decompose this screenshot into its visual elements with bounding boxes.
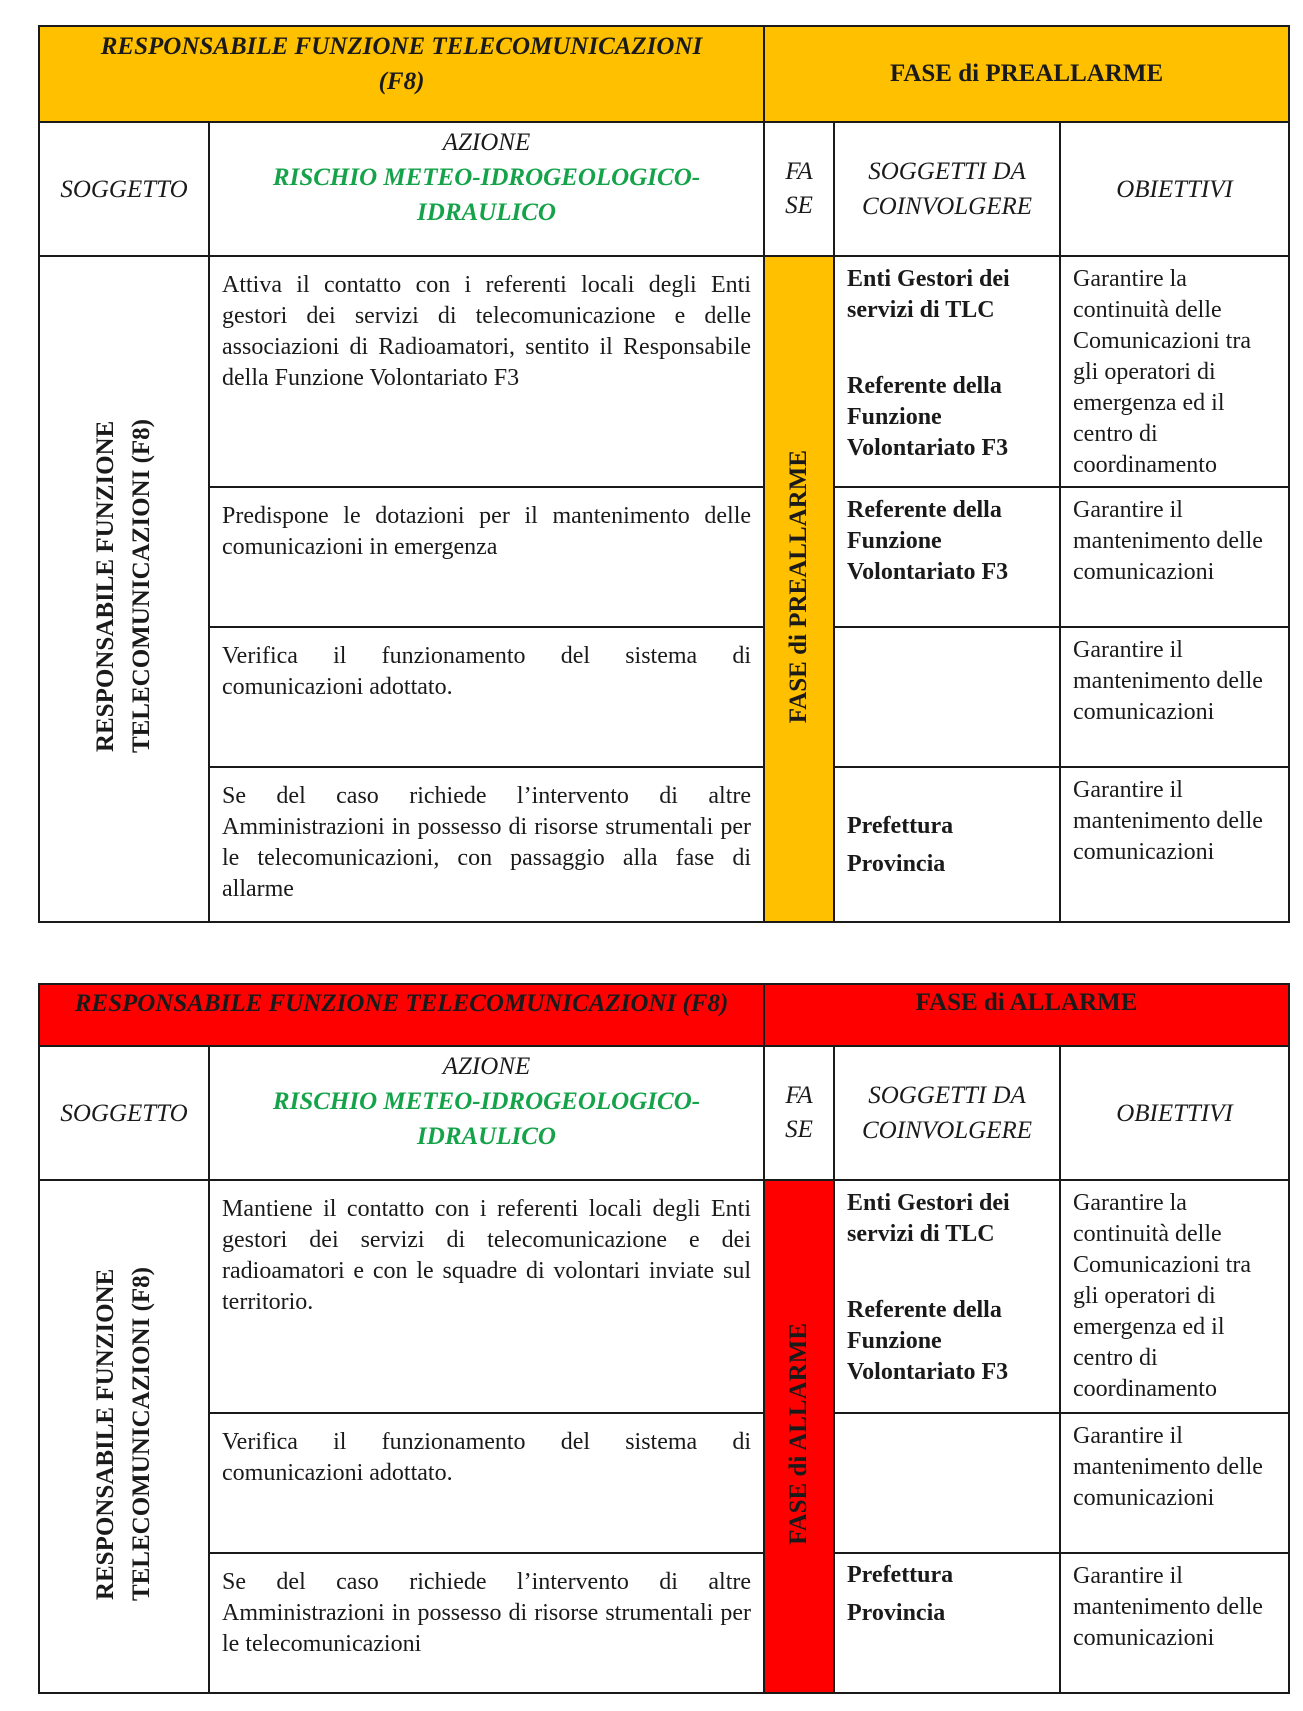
obiettivi-cell: Garantire la continuità delle Comunicazioni tra gli operatori di emergenza ed il centro di coordinamento (1060, 1180, 1289, 1413)
risk-type-label: RISCHIO METEO-IDROGEOLOGICO- (272, 1088, 701, 1115)
col-azione-label: AZIONE (442, 1053, 531, 1080)
fase-vertical-label: FASE di ALLARME (785, 1323, 813, 1545)
azione-cell: Se del caso richiede l’intervento di altre Amministrazioni in possesso di risorse strumentali per le telecomunicazioni, con passaggio alla fase di allarme (209, 767, 764, 922)
obiettivi-cell: Garantire il mantenimento delle comunicazioni (1060, 1413, 1289, 1553)
soggetto-item: Provincia (847, 850, 946, 877)
soggetto-vertical-label: RESPONSABILE FUNZIONE TELECOMUNICAZIONI (F8) (92, 419, 155, 754)
soggetto-vertical-label: RESPONSABILE FUNZIONE TELECOMUNICAZIONI (F8) (92, 1266, 155, 1602)
soggetti-cell (834, 487, 1060, 627)
risk-type-label: IDRAULICO (417, 199, 556, 226)
azione-cell: Attiva il contatto con i referenti locali degli Enti gestori dei servizi di telecomunicazione e delle associazioni di Radioamatori, sentito il Responsabile della Funzione Volontariato F3 (209, 256, 764, 487)
table-row (39, 1413, 1289, 1553)
table-row (39, 1553, 1289, 1693)
column-header-row (39, 122, 1289, 256)
soggetto-item: Enti Gestori dei servizi di TLC (847, 1190, 1010, 1247)
obiettivi-cell: Garantire il mantenimento delle comunicazioni (1060, 1553, 1289, 1693)
soggetti-cell (834, 1553, 1060, 1693)
col-azione (209, 122, 764, 256)
col-fase-label: SE (785, 1116, 813, 1143)
col-obiettivi: OBIETTIVI (1060, 122, 1289, 256)
col-soggetti-label: COINVOLGERE (861, 193, 1033, 220)
col-fase (764, 122, 834, 256)
column-header-row (39, 1046, 1289, 1180)
allarme-table (38, 983, 1290, 1694)
table-header-row (39, 26, 1289, 122)
soggetto-item: Referente della Funzione Volontariato F3 (847, 373, 1009, 461)
fase-cell (764, 1180, 834, 1693)
col-soggetti (834, 1046, 1060, 1180)
risk-type-label: RISCHIO METEO-IDROGEOLOGICO- (272, 164, 701, 191)
col-soggetto: SOGGETTO (39, 122, 209, 256)
soggetto-item: Referente della Funzione Volontariato F3 (847, 497, 1009, 585)
phase-title: FASE di ALLARME (764, 984, 1289, 1046)
soggetto-item: Prefettura (847, 1562, 954, 1588)
col-soggetto: SOGGETTO (39, 1046, 209, 1180)
soggetto-item: Provincia (847, 1600, 946, 1626)
obiettivi-cell: Garantire il mantenimento delle comunicazioni (1060, 767, 1289, 922)
obiettivi-cell: Garantire il mantenimento delle comunicazioni (1060, 627, 1289, 767)
soggetto-item: Referente della Funzione Volontariato F3 (847, 1297, 1009, 1385)
function-title-line: (F8) (378, 68, 425, 95)
soggetto-item: Enti Gestori dei servizi di TLC (847, 266, 1010, 323)
preallarme-table (38, 25, 1290, 923)
table-row (39, 256, 1289, 487)
azione-cell: Verifica il funzionamento del sistema di comunicazioni adottato. (209, 1413, 764, 1553)
col-fase (764, 1046, 834, 1180)
col-fase-label: FA (785, 158, 813, 185)
col-azione-label: AZIONE (442, 129, 531, 156)
col-obiettivi: OBIETTIVI (1060, 1046, 1289, 1180)
function-title (39, 26, 764, 122)
fase-cell (764, 256, 834, 922)
table-row (39, 487, 1289, 627)
function-title-line: RESPONSABILE FUNZIONE TELECOMUNICAZIONI (F8) (74, 990, 729, 1017)
azione-cell: Mantiene il contatto con i referenti locali degli Enti gestori dei servizi di telecomunicazione e dei radioamatori e con le squadre di volontari inviate sul territorio. (209, 1180, 764, 1413)
fase-vertical-label: FASE di PREALLARME (785, 449, 813, 724)
col-fase-label: FA (785, 1082, 813, 1109)
function-title-line: RESPONSABILE FUNZIONE TELECOMUNICAZIONI (100, 33, 703, 60)
obiettivi-cell: Garantire la continuità delle Comunicazioni tra gli operatori di emergenza ed il centro di coordinamento (1060, 256, 1289, 487)
azione-cell: Predispone le dotazioni per il mantenimento delle comunicazioni in emergenza (209, 487, 764, 627)
col-fase-label: SE (785, 192, 813, 219)
table-row (39, 627, 1289, 767)
function-title (39, 984, 764, 1046)
col-soggetti-label: SOGGETTI DA (868, 1082, 1026, 1109)
soggetto-cell (39, 256, 209, 922)
soggetto-item: Prefettura (847, 812, 954, 839)
col-soggetti-label: COINVOLGERE (861, 1117, 1033, 1144)
azione-cell: Verifica il funzionamento del sistema di comunicazioni adottato. (209, 627, 764, 767)
soggetti-cell (834, 256, 1060, 487)
soggetti-cell (834, 1180, 1060, 1413)
soggetti-cell-empty (834, 627, 1060, 767)
table-header-row (39, 984, 1289, 1046)
soggetti-cell (834, 767, 1060, 922)
azione-cell: Se del caso richiede l’intervento di altre Amministrazioni in possesso di risorse strumentali per le telecomunicazioni (209, 1553, 764, 1693)
phase-title: FASE di PREALLARME (764, 26, 1289, 122)
table-row (39, 1180, 1289, 1413)
table-row (39, 767, 1289, 922)
col-azione (209, 1046, 764, 1180)
obiettivi-cell: Garantire il mantenimento delle comunicazioni (1060, 487, 1289, 627)
risk-type-label: IDRAULICO (417, 1123, 556, 1150)
soggetto-cell (39, 1180, 209, 1693)
col-soggetti-label: SOGGETTI DA (868, 158, 1026, 185)
soggetti-cell-empty (834, 1413, 1060, 1553)
col-soggetti (834, 122, 1060, 256)
